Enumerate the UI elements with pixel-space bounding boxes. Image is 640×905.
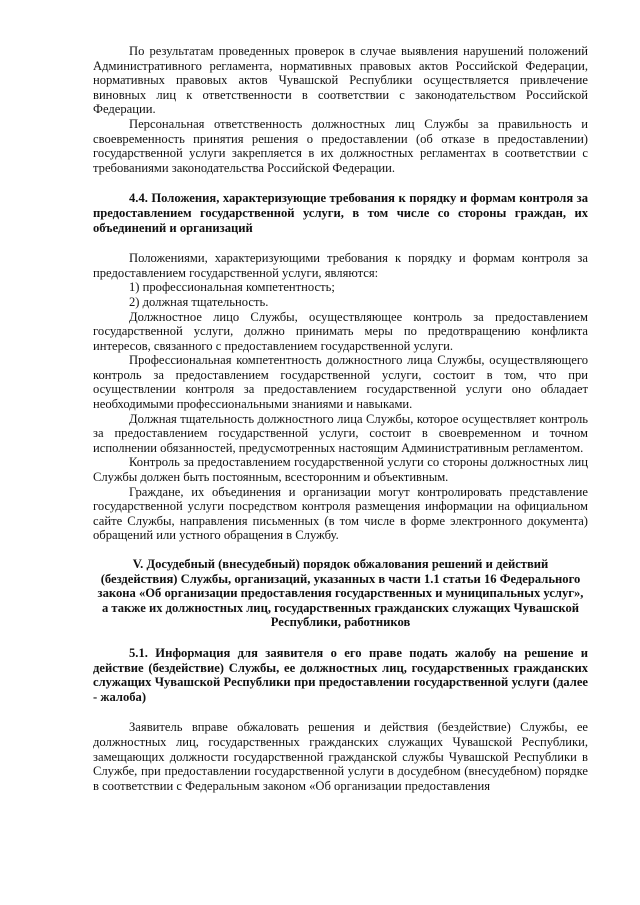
list-item: 2) должная тщательность. <box>129 294 269 309</box>
paragraph: Персональная ответственность должностных лиц Службы за правильность и своевременность принятия решения о предоставлении (об отказе в предоставлении) государственной услуги закрепляется в их должностных регламентах в соответствии с требованиями законодательства Российской Федерации. <box>93 116 588 175</box>
paragraph: Контроль за предоставлением государственной услуги со стороны должностных лиц Службы должен быть постоянным, всесторонним и объективным. <box>93 455 588 485</box>
paragraph: Должностное лицо Службы, осуществляющее контроль за предоставлением государственной услуги, должно принимать меры по предотвращению конфликта интересов, связанного с предоставлением государственной услуги. <box>93 309 588 353</box>
paragraph: Должная тщательность должностного лица Службы, которое осуществляет контроль за предоставлением государственной услуги, состоит в своевременном и точном исполнении обязанностей, предусмотренных настоящим Административным регламентом. <box>93 411 588 455</box>
paragraph: Профессиональная компетентность должностного лица Службы, осуществляющего контроль за предоставлением государственной услуги, состоит в том, что при осуществлении контроля за предоставлением государственной услуги оно обладает необходимыми профессиональными знаниями и навыками. <box>93 353 588 412</box>
paragraph: По результатам проведенных проверок в случае выявления нарушений положений Административного регламента, нормативных правовых актов Российской Федерации, нормативных правовых актов Чувашской Республики осуществляется привлечение виновных лиц к ответственности в соответствии с законодательством Российской Федерации. <box>93 44 588 117</box>
section-heading-v: V. Досудебный (внесудебный) порядок обжалования решений и действий (бездействия) Службы, организаций, указанных в части 1.1 статьи 16 Федерального закона «Об организации предоставления государственных и муниципальных услуг», а также их должностных лиц, государственных гражданских служащих Чувашской Республики, работников <box>97 557 584 630</box>
paragraph: Граждане, их объединения и организации могут контролировать представление государственной услуги посредством контроля размещения информации на официальном сайте Службы, направления письменных (в том числе в форме электронного документа) обращений или устного обращения в Службу. <box>93 484 588 543</box>
list-item: 1) профессиональная компетентность; <box>129 280 335 295</box>
page-content <box>93 44 588 793</box>
paragraph: Положениями, характеризующими требования к порядку и формам контроля за предоставлением государственной услуги, являются: <box>93 251 588 280</box>
section-heading-4-4: 4.4. Положения, характеризующие требования к порядку и формам контроля за предоставлением государственной услуги, в том числе со стороны граждан, их объединений и организаций <box>93 191 588 235</box>
paragraph: Заявитель вправе обжаловать решения и действия (бездействие) Службы, ее должностных лиц, государственных гражданских служащих Чувашской Республики, замещающих должности государственной гражданской службы Чувашской Республики в Службе, при предоставлении государственной услуги в досудебном (внесудебном) порядке в соответствии с Федеральным законом «Об организации предоставления <box>93 720 588 793</box>
section-heading-5-1: 5.1. Информация для заявителя о его праве подать жалобу на решение и действие (бездействие) Службы, ее должностных лиц, государственных гражданских служащих Чувашской Республики при предоставлении государственной услуги (далее - жалоба) <box>93 645 588 704</box>
